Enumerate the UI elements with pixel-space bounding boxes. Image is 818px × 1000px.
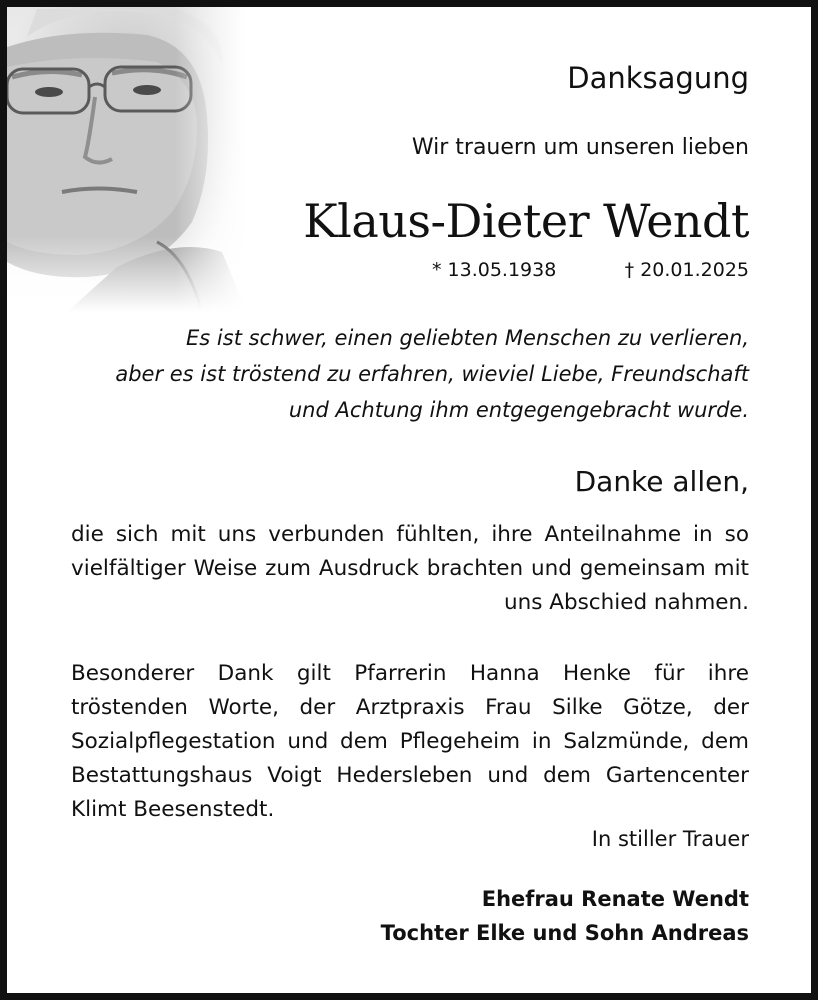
signer-wife: Ehefrau Renate Wendt	[481, 887, 749, 911]
thanks-paragraph: die sich mit uns verbunden fühlten, ihre Anteilnahme in so vielfältiger Weise zum Ausdruck brachten und gemeinsam mit uns Abschied nahmen.	[71, 522, 749, 615]
signer-children: Tochter Elke und Sohn Andreas	[380, 921, 749, 945]
portrait-fade	[7, 7, 247, 312]
birth-date: * 13.05.1938	[432, 259, 557, 281]
portrait-photo	[7, 7, 247, 312]
quote-line: Es ist schwer, einen geliebten Menschen zu verlieren,	[186, 326, 749, 350]
deceased-name: Klaus-Dieter Wendt	[303, 194, 749, 248]
notice-title: Danksagung	[567, 61, 749, 95]
intro-line: Wir trauern um unseren lieben	[411, 135, 749, 160]
closing-line: In stiller Trauer	[591, 827, 749, 851]
memorial-quote	[115, 320, 749, 428]
special-thanks-paragraph: Besonderer Dank gilt Pfarrerin Hanna Henke für ihre tröstenden Worte, der Arztpraxis Frau Silke Götze, der Sozialpflegestation und dem Pflegeheim in Salzmünde, dem Bestattungshaus Voigt Hedersleben und dem Gartencenter Klimt Beesenstedt.	[71, 661, 749, 822]
death-date: † 20.01.2025	[624, 259, 749, 281]
quote-line: und Achtung ihm entgegengebracht wurde.	[288, 398, 749, 422]
thanks-heading: Danke allen,	[574, 465, 749, 498]
quote-line: aber es ist tröstend zu erfahren, wieviel Liebe, Freundschaft	[115, 362, 749, 386]
